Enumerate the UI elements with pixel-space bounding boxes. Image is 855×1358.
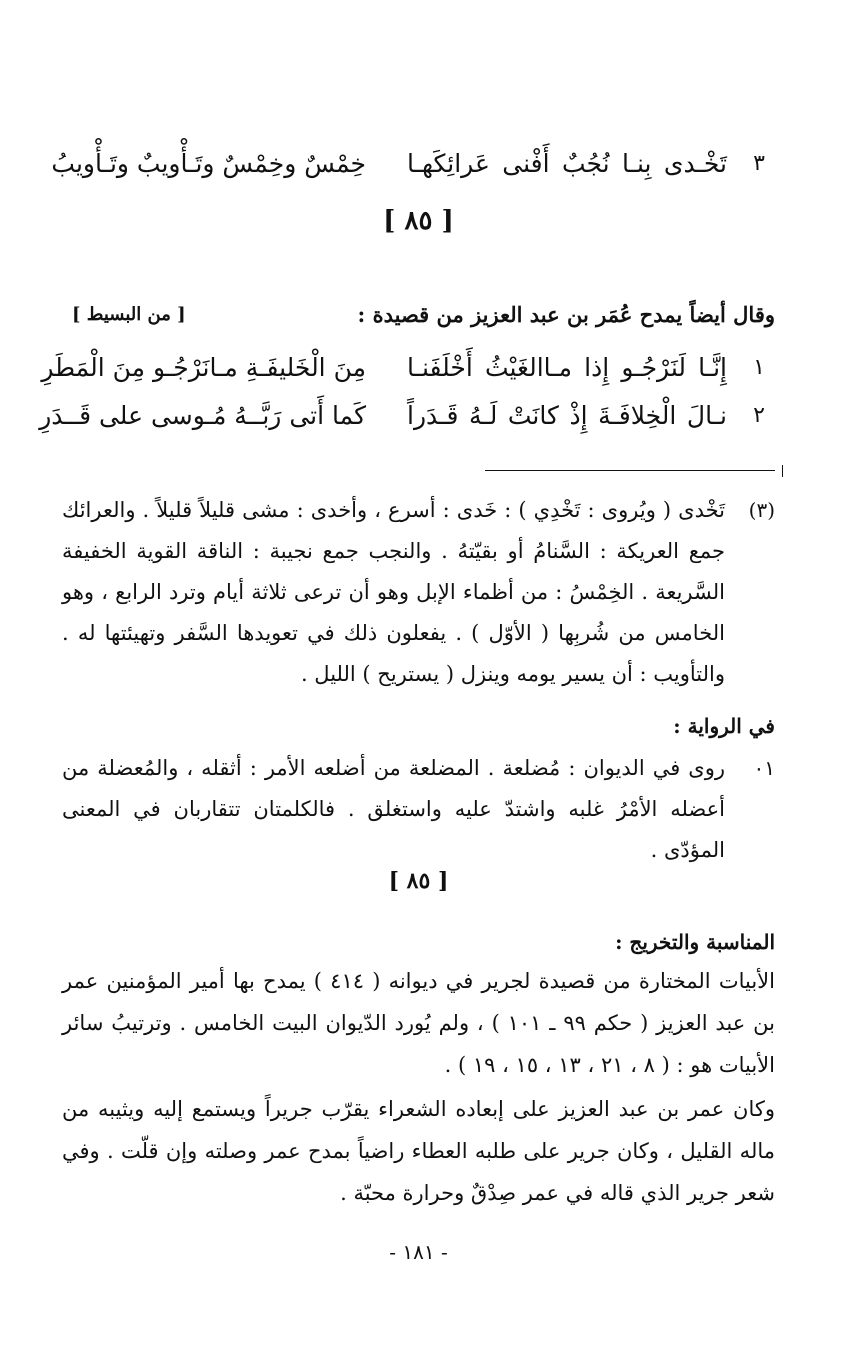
footnote-3 xyxy=(62,490,775,695)
verse-hemistich-second: مِنَ الْخَليفَـةِ مـانَرْجُـو مِنَ الْمَطَرِ xyxy=(41,352,366,382)
page-number: - ١٨١ - xyxy=(389,1240,448,1264)
verse-hemistich-first: تَخْـدى بِنـا نُجُبٌ أَفْنى عَرائِكَهـا xyxy=(407,148,727,178)
divider-mark xyxy=(782,465,783,477)
munasaba-paragraph-2: وكان عمر بن عبد العزيز على إبعاده الشعراء يقرّب جريراً ويستمع إليه ويثيبه من ماله القليل ، وكان جرير على طلبه العطاء راضياً بمدح عمر وصلته وإن قلّت . وفي شعر جرير الذي قاله في عمر صِدْقٌ وحرارة محبّة . xyxy=(62,1097,775,1205)
verse-number: ١ xyxy=(753,354,765,380)
verse-row-3 xyxy=(51,140,775,186)
poem-number-subheading: [ ٨٥ ] xyxy=(388,868,449,894)
riwaya-number: ٠١ xyxy=(753,756,775,780)
poem-number-heading: [ ٨٥ ] xyxy=(383,206,454,236)
verse-hemistich-first: إِنَّـا لَنَرْجُـو إِذا مـاالغَيْثُ أَخْلَفَنـا xyxy=(407,352,727,382)
verse-number: ٢ xyxy=(753,402,765,428)
riwaya-note xyxy=(62,748,775,871)
footnote-divider xyxy=(485,470,775,471)
verse-hemistich-second: كَما أَتى رَبَّــهُ مُـوسى على قَــدَرِ xyxy=(39,400,366,430)
munasaba-paragraph-1: الأبيات المختارة من قصيدة لجرير في ديوانه ( ٤١٤ ) يمدح بها أمير المؤمنين عمر بن عبد العزيز ( حكم ٩٩ ـ ١٠١ ) ، ولم يُورد الدّيوان البيت الخامس . وترتيبُ سائر الأبيات هو : ( ٨ ، ٢١ ، ١٣ ، ١٥ ، ١٩ ) . xyxy=(62,969,775,1077)
poem-meter: [ من البسيط ] xyxy=(72,303,186,325)
verse-hemistich-second: خِمْسٌ وخِمْسٌ وتَـأْويبٌ وتَـأْويبُ xyxy=(51,148,366,178)
book-page xyxy=(39,0,775,1358)
footnote-text: تَخْدى ( ويُروى : تَخْدِي ) : خَدى : أسرع ، وأخدى : مشى قليلاً قليلاً . والعرائك جمع العريكة : السَّنامُ أو بقيّتهُ . والنجب جمع نجيبة : الناقة القوية الخفيفة السَّريعة . الخِمْسُ : من أظماء الإبل وهو أن ترعى ثلاثة أيام وترد الرابع ، وهو الخامس من شُربِها ( الأوّل ) . يفعلون ذلك في تعويدها السَّفر وتهيئتها له . والتأويب : أن يسير يومه وينزل ( يستريح ) الليل . xyxy=(62,498,725,686)
munasaba-heading: المناسبة والتخريج : xyxy=(615,930,775,954)
verse-hemistich-first: نـالَ الْخِلافَـةَ إِذْ كانَتْ لَـهُ قَـدَراً xyxy=(407,400,727,430)
verse-row-2 xyxy=(39,392,775,438)
poem-intro-text: وقال أيضاً يمدح عُمَر بن عبد العزيز من قصيدة : xyxy=(357,301,775,327)
footnote-number: (٣) xyxy=(748,498,775,522)
poem-intro xyxy=(62,294,775,334)
verse-row-1 xyxy=(41,344,775,390)
verse-number: ٣ xyxy=(753,150,765,176)
riwaya-text: روى في الديوان : مُضلعة . المضلعة من أضلعه الأمر : أثقله ، والمُعضلة من أعضله الأمْرُ غلبه واشتدّ عليه واستغلق . فالكلمتان تتقاربان في المعنى المؤدّى . xyxy=(62,756,725,862)
riwaya-heading: في الرواية : xyxy=(673,714,775,738)
